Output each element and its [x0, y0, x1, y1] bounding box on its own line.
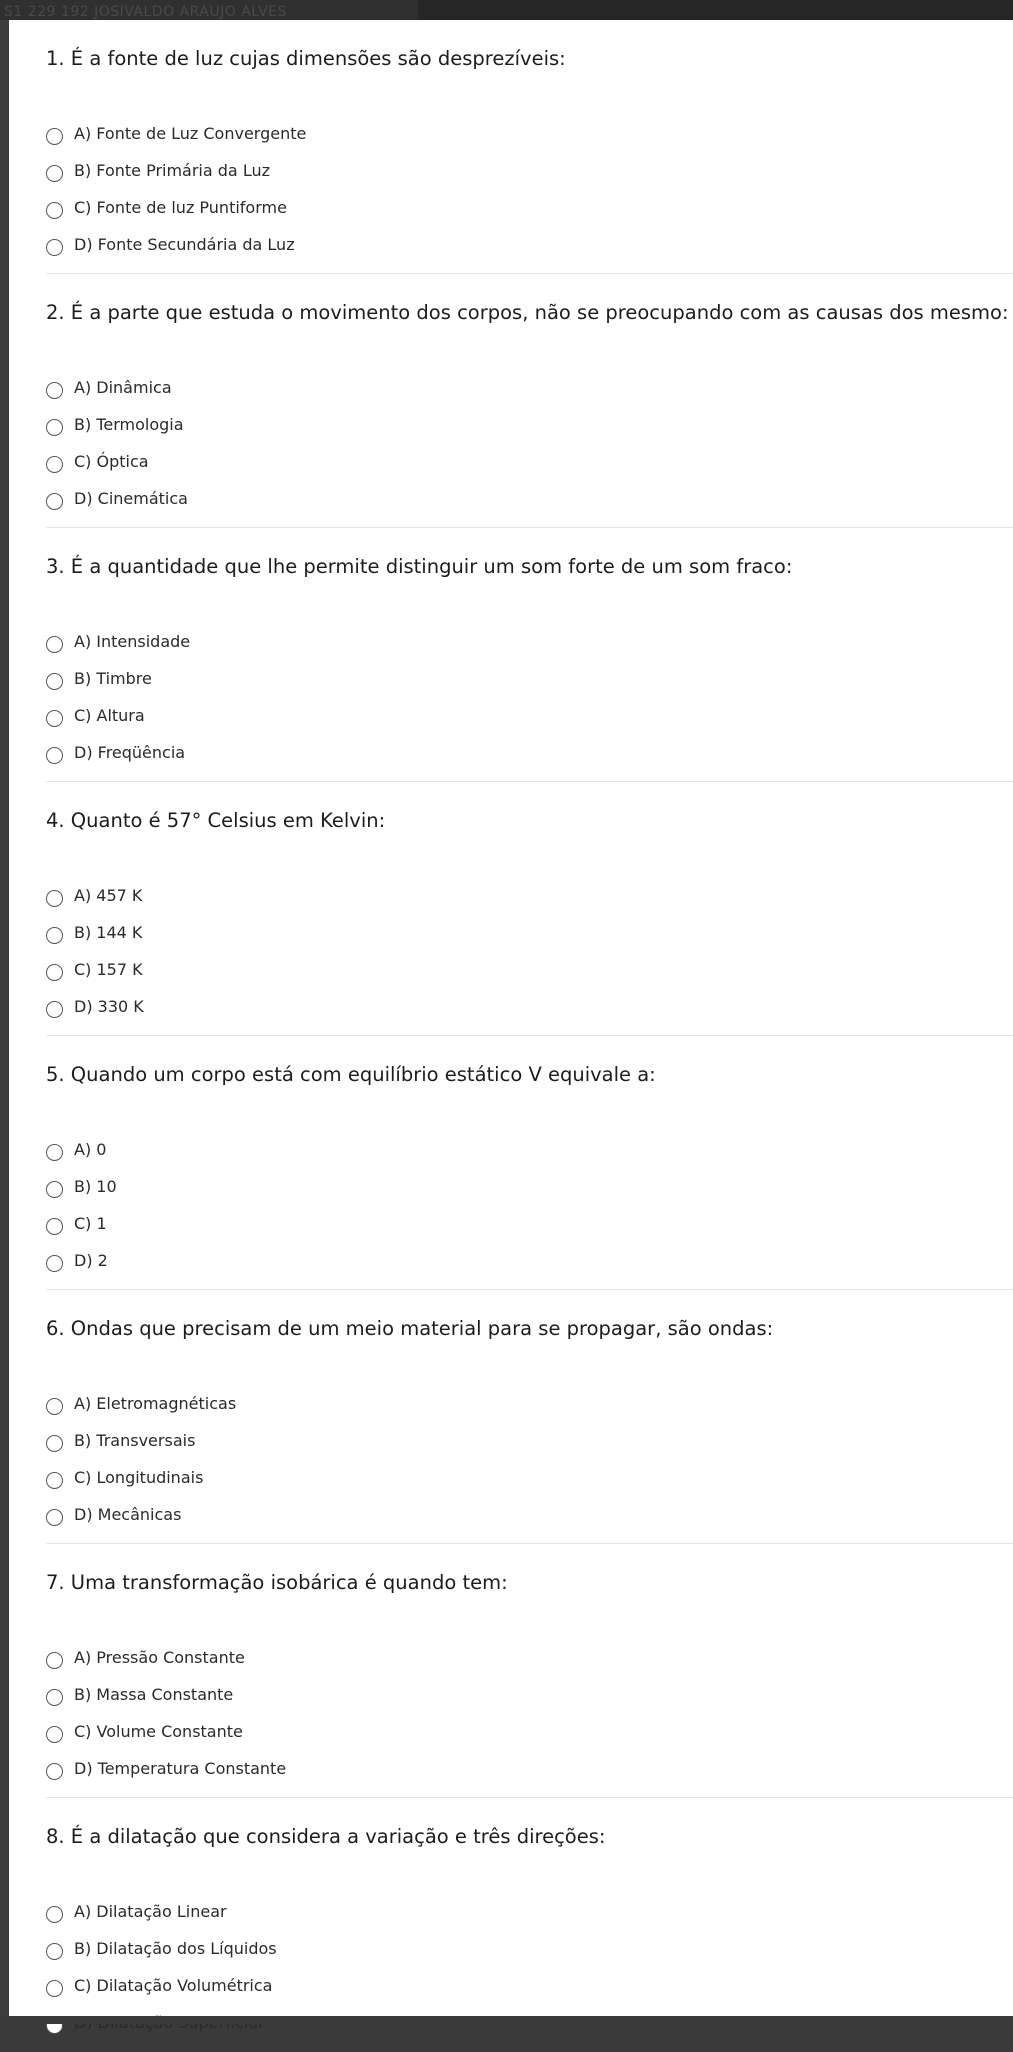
radio-button-icon[interactable]	[46, 1398, 63, 1415]
option-label: D) 330 K	[74, 996, 144, 1016]
option-b[interactable]	[46, 1679, 646, 1709]
question-title: 7. Uma transformação isobárica é quando tem:	[46, 1571, 508, 1594]
radio-button-icon[interactable]	[46, 1763, 63, 1780]
option-c[interactable]	[46, 954, 646, 984]
option-label: A) 457 K	[74, 885, 143, 905]
option-label: C) Volume Constante	[74, 1721, 243, 1741]
option-b[interactable]	[46, 917, 646, 947]
option-label: B) Transversais	[74, 1430, 196, 1450]
option-a[interactable]	[46, 1388, 646, 1418]
radio-button-icon[interactable]	[46, 382, 63, 399]
option-d[interactable]	[46, 483, 646, 513]
left-edge-bar	[0, 20, 9, 2016]
option-d[interactable]	[46, 1753, 646, 1783]
option-label: B) Fonte Primária da Luz	[74, 160, 270, 180]
question-8	[46, 1798, 1013, 2052]
option-label: B) 10	[74, 1176, 117, 1196]
radio-button-icon[interactable]	[46, 1255, 63, 1272]
question-4	[46, 782, 1013, 1036]
radio-button-icon[interactable]	[46, 165, 63, 182]
radio-button-icon[interactable]	[46, 673, 63, 690]
option-b[interactable]	[46, 1171, 646, 1201]
option-label: B) Timbre	[74, 668, 152, 688]
option-label: C) 157 K	[74, 959, 143, 979]
option-b[interactable]	[46, 1933, 646, 1963]
option-label: C) Longitudinais	[74, 1467, 204, 1487]
radio-button-icon[interactable]	[46, 1726, 63, 1743]
option-label: A) Dilatação Linear	[74, 1901, 227, 1921]
option-c[interactable]	[46, 446, 646, 476]
radio-button-icon[interactable]	[46, 1652, 63, 1669]
question-title: 8. É a dilatação que considera a variação e três direções:	[46, 1825, 606, 1848]
bottom-edge-bar	[0, 2016, 1013, 2024]
option-label: A) 0	[74, 1139, 107, 1159]
radio-button-icon[interactable]	[46, 1001, 63, 1018]
question-1	[46, 20, 1013, 274]
radio-button-icon[interactable]	[46, 202, 63, 219]
option-c[interactable]	[46, 1970, 646, 2000]
option-c[interactable]	[46, 1716, 646, 1746]
option-d[interactable]	[46, 229, 646, 259]
radio-button-icon[interactable]	[46, 747, 63, 764]
radio-button-icon[interactable]	[46, 1509, 63, 1526]
option-label: D) Fonte Secundária da Luz	[74, 234, 295, 254]
radio-button-icon[interactable]	[46, 636, 63, 653]
option-label: A) Pressão Constante	[74, 1647, 245, 1667]
option-c[interactable]	[46, 1462, 646, 1492]
option-d[interactable]	[46, 1245, 646, 1275]
option-label: A) Dinâmica	[74, 377, 172, 397]
option-label: D) Freqüência	[74, 742, 186, 762]
radio-button-icon[interactable]	[46, 239, 63, 256]
radio-button-icon[interactable]	[46, 1144, 63, 1161]
radio-button-icon[interactable]	[46, 710, 63, 727]
radio-button-icon[interactable]	[46, 964, 63, 981]
option-label: C) Altura	[74, 705, 145, 725]
question-title: 3. É a quantidade que lhe permite distinguir um som forte de um som fraco:	[46, 555, 793, 578]
option-label: D) Mecânicas	[74, 1504, 182, 1524]
option-label: C) Fonte de luz Puntiforme	[74, 197, 287, 217]
option-label: A) Fonte de Luz Convergente	[74, 123, 307, 143]
question-title: 1. É a fonte de luz cujas dimensões são desprezíveis:	[46, 47, 566, 70]
option-label: D) Temperatura Constante	[74, 1758, 287, 1778]
option-a[interactable]	[46, 880, 646, 910]
option-d[interactable]	[46, 737, 646, 767]
window-title-tab[interactable]: S1 229 192 JOSIVALDO ARAUJO ALVES	[0, 0, 418, 20]
option-label: A) Eletromagnéticas	[74, 1393, 237, 1413]
radio-button-icon[interactable]	[46, 927, 63, 944]
option-c[interactable]	[46, 192, 646, 222]
option-label: D) Cinemática	[74, 488, 188, 508]
question-5	[46, 1036, 1013, 1290]
browser-top-bar	[0, 0, 1013, 20]
option-a[interactable]	[46, 118, 646, 148]
question-title: 6. Ondas que precisam de um meio material para se propagar, são ondas:	[46, 1317, 774, 1340]
quiz-container	[46, 20, 1013, 2016]
option-label: C) Dilatação Volumétrica	[74, 1975, 273, 1995]
option-a[interactable]	[46, 1642, 646, 1672]
option-b[interactable]	[46, 155, 646, 185]
radio-button-icon[interactable]	[46, 1943, 63, 1960]
question-6	[46, 1290, 1013, 1544]
radio-button-icon[interactable]	[46, 1181, 63, 1198]
radio-button-icon[interactable]	[46, 1980, 63, 1997]
option-a[interactable]	[46, 372, 646, 402]
question-3	[46, 528, 1013, 782]
question-2	[46, 274, 1013, 528]
option-label: B) Termologia	[74, 414, 184, 434]
option-label: D) 2	[74, 1250, 108, 1270]
option-label: B) Massa Constante	[74, 1684, 234, 1704]
radio-button-icon[interactable]	[46, 128, 63, 145]
option-d[interactable]	[46, 991, 646, 1021]
question-title: 2. É a parte que estuda o movimento dos corpos, não se preocupando com as causas dos mesmo:	[46, 301, 1009, 324]
question-title: 4. Quanto é 57° Celsius em Kelvin:	[46, 809, 386, 832]
option-a[interactable]	[46, 626, 646, 656]
option-label: B) 144 K	[74, 922, 143, 942]
option-a[interactable]	[46, 1134, 646, 1164]
option-c[interactable]	[46, 1208, 646, 1238]
radio-button-icon[interactable]	[46, 1472, 63, 1489]
radio-button-icon[interactable]	[46, 1689, 63, 1706]
option-b[interactable]	[46, 663, 646, 693]
option-label: A) Intensidade	[74, 631, 191, 651]
question-title: 5. Quando um corpo está com equilíbrio estático V equivale a:	[46, 1063, 656, 1086]
option-label: B) Dilatação dos Líquidos	[74, 1938, 277, 1958]
radio-button-icon[interactable]	[46, 1906, 63, 1923]
option-b[interactable]	[46, 409, 646, 439]
option-label: C) Óptica	[74, 451, 149, 471]
option-d[interactable]	[46, 1499, 646, 1529]
option-a[interactable]	[46, 1896, 646, 1926]
option-label: C) 1	[74, 1213, 107, 1233]
radio-button-icon[interactable]	[46, 456, 63, 473]
radio-button-icon[interactable]	[46, 493, 63, 510]
radio-button-icon[interactable]	[46, 1435, 63, 1452]
option-b[interactable]	[46, 1425, 646, 1455]
question-7	[46, 1544, 1013, 1798]
option-c[interactable]	[46, 700, 646, 730]
radio-button-icon[interactable]	[46, 890, 63, 907]
radio-button-icon[interactable]	[46, 419, 63, 436]
radio-button-icon[interactable]	[46, 1218, 63, 1235]
